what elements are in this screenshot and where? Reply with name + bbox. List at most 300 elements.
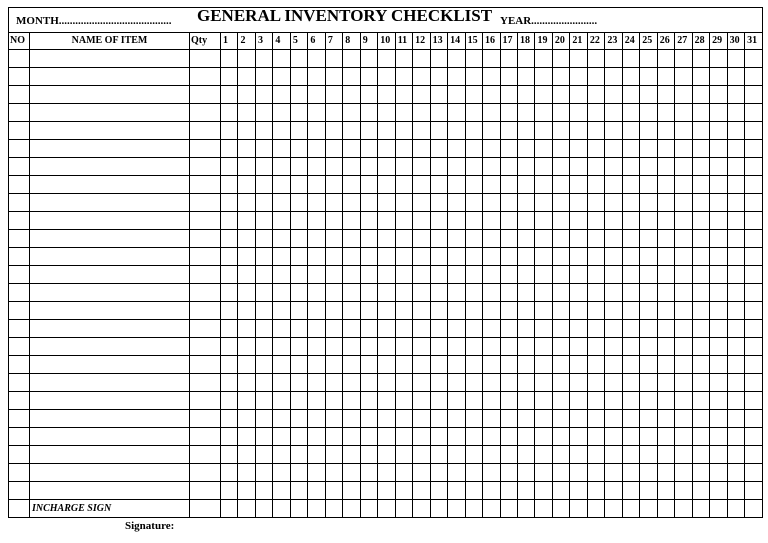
cell-day-check[interactable] (308, 356, 325, 374)
cell-day-check[interactable] (430, 302, 447, 320)
cell-day-check[interactable] (692, 374, 709, 392)
cell-day-check[interactable] (622, 374, 639, 392)
cell-day-check[interactable] (238, 428, 255, 446)
cell-day-check[interactable] (273, 158, 290, 176)
cell-day-check[interactable] (535, 266, 552, 284)
cell-day-check[interactable] (238, 194, 255, 212)
cell-qty[interactable] (190, 176, 221, 194)
cell-day-check[interactable] (221, 212, 238, 230)
cell-day-check[interactable] (727, 50, 744, 68)
cell-day-check[interactable] (325, 86, 342, 104)
cell-item-name[interactable] (30, 374, 190, 392)
cell-day-check[interactable] (255, 122, 272, 140)
cell-day-check[interactable] (360, 266, 377, 284)
cell-day-check[interactable] (692, 86, 709, 104)
cell-day-check[interactable] (500, 194, 517, 212)
cell-day-check[interactable] (570, 338, 587, 356)
cell-day-check[interactable] (325, 410, 342, 428)
cell-day-check[interactable] (745, 320, 763, 338)
cell-day-check[interactable] (413, 158, 430, 176)
cell-day-check[interactable] (255, 248, 272, 266)
cell-day-check[interactable] (308, 500, 325, 518)
cell-day-check[interactable] (517, 176, 534, 194)
cell-day-check[interactable] (448, 284, 465, 302)
cell-day-check[interactable] (692, 50, 709, 68)
cell-day-check[interactable] (413, 212, 430, 230)
cell-day-check[interactable] (500, 230, 517, 248)
cell-day-check[interactable] (710, 50, 727, 68)
cell-day-check[interactable] (710, 68, 727, 86)
cell-day-check[interactable] (483, 122, 500, 140)
cell-day-check[interactable] (448, 464, 465, 482)
cell-day-check[interactable] (622, 266, 639, 284)
cell-day-check[interactable] (221, 356, 238, 374)
cell-day-check[interactable] (378, 356, 395, 374)
cell-day-check[interactable] (255, 356, 272, 374)
cell-day-check[interactable] (570, 176, 587, 194)
cell-day-check[interactable] (413, 230, 430, 248)
cell-day-check[interactable] (745, 86, 763, 104)
cell-day-check[interactable] (273, 176, 290, 194)
cell-day-check[interactable] (535, 410, 552, 428)
cell-day-check[interactable] (290, 122, 307, 140)
cell-day-check[interactable] (378, 176, 395, 194)
cell-day-check[interactable] (605, 50, 622, 68)
cell-day-check[interactable] (535, 428, 552, 446)
cell-day-check[interactable] (640, 284, 657, 302)
cell-day-check[interactable] (343, 482, 360, 500)
cell-day-check[interactable] (710, 158, 727, 176)
cell-day-check[interactable] (517, 320, 534, 338)
cell-day-check[interactable] (483, 356, 500, 374)
cell-day-check[interactable] (273, 338, 290, 356)
cell-no[interactable] (9, 410, 30, 428)
cell-day-check[interactable] (378, 374, 395, 392)
cell-day-check[interactable] (675, 230, 692, 248)
cell-day-check[interactable] (238, 392, 255, 410)
cell-day-check[interactable] (570, 248, 587, 266)
cell-day-check[interactable] (413, 194, 430, 212)
cell-day-check[interactable] (360, 320, 377, 338)
cell-day-check[interactable] (710, 248, 727, 266)
cell-day-check[interactable] (605, 284, 622, 302)
cell-day-check[interactable] (622, 410, 639, 428)
cell-item-name[interactable] (30, 122, 190, 140)
cell-day-check[interactable] (587, 50, 604, 68)
cell-day-check[interactable] (552, 266, 569, 284)
cell-day-check[interactable] (290, 320, 307, 338)
cell-day-check[interactable] (483, 194, 500, 212)
cell-day-check[interactable] (343, 284, 360, 302)
cell-day-check[interactable] (378, 392, 395, 410)
cell-day-check[interactable] (395, 68, 412, 86)
cell-day-check[interactable] (448, 320, 465, 338)
cell-no[interactable] (9, 176, 30, 194)
cell-day-check[interactable] (745, 302, 763, 320)
cell-item-name[interactable] (30, 86, 190, 104)
cell-day-check[interactable] (570, 158, 587, 176)
cell-day-check[interactable] (640, 428, 657, 446)
cell-no[interactable] (9, 302, 30, 320)
cell-qty[interactable] (190, 464, 221, 482)
cell-day-check[interactable] (552, 356, 569, 374)
cell-day-check[interactable] (675, 392, 692, 410)
cell-day-check[interactable] (273, 392, 290, 410)
cell-day-check[interactable] (640, 86, 657, 104)
cell-day-check[interactable] (325, 320, 342, 338)
cell-day-check[interactable] (395, 464, 412, 482)
cell-day-check[interactable] (413, 464, 430, 482)
cell-day-check[interactable] (308, 50, 325, 68)
cell-day-check[interactable] (622, 68, 639, 86)
cell-day-check[interactable] (552, 122, 569, 140)
cell-day-check[interactable] (483, 50, 500, 68)
cell-day-check[interactable] (465, 140, 482, 158)
cell-day-check[interactable] (587, 392, 604, 410)
cell-day-check[interactable] (622, 446, 639, 464)
cell-item-name[interactable] (30, 266, 190, 284)
cell-day-check[interactable] (221, 86, 238, 104)
cell-day-check[interactable] (343, 446, 360, 464)
cell-day-check[interactable] (657, 266, 674, 284)
cell-day-check[interactable] (395, 50, 412, 68)
cell-day-check[interactable] (343, 104, 360, 122)
cell-day-check[interactable] (622, 194, 639, 212)
cell-day-check[interactable] (290, 356, 307, 374)
cell-day-check[interactable] (640, 392, 657, 410)
cell-day-check[interactable] (360, 194, 377, 212)
cell-day-check[interactable] (745, 212, 763, 230)
cell-day-check[interactable] (570, 302, 587, 320)
cell-day-check[interactable] (483, 266, 500, 284)
cell-day-check[interactable] (378, 464, 395, 482)
cell-day-check[interactable] (273, 212, 290, 230)
cell-item-name[interactable] (30, 410, 190, 428)
cell-day-check[interactable] (710, 212, 727, 230)
cell-day-check[interactable] (448, 446, 465, 464)
cell-day-check[interactable] (325, 338, 342, 356)
cell-day-check[interactable] (378, 68, 395, 86)
cell-no[interactable] (9, 68, 30, 86)
cell-day-check[interactable] (727, 194, 744, 212)
cell-day-check[interactable] (535, 302, 552, 320)
cell-day-check[interactable] (290, 374, 307, 392)
cell-day-check[interactable] (325, 266, 342, 284)
cell-no[interactable] (9, 212, 30, 230)
cell-day-check[interactable] (710, 266, 727, 284)
cell-day-check[interactable] (570, 392, 587, 410)
cell-day-check[interactable] (517, 230, 534, 248)
cell-day-check[interactable] (552, 410, 569, 428)
cell-day-check[interactable] (745, 356, 763, 374)
cell-day-check[interactable] (290, 482, 307, 500)
cell-day-check[interactable] (675, 176, 692, 194)
cell-day-check[interactable] (448, 248, 465, 266)
cell-day-check[interactable] (430, 68, 447, 86)
cell-day-check[interactable] (517, 122, 534, 140)
cell-day-check[interactable] (255, 176, 272, 194)
cell-day-check[interactable] (675, 266, 692, 284)
cell-day-check[interactable] (238, 284, 255, 302)
cell-no[interactable] (9, 320, 30, 338)
cell-day-check[interactable] (290, 266, 307, 284)
cell-day-check[interactable] (710, 410, 727, 428)
cell-day-check[interactable] (430, 230, 447, 248)
cell-day-check[interactable] (290, 284, 307, 302)
cell-day-check[interactable] (483, 338, 500, 356)
cell-day-check[interactable] (500, 464, 517, 482)
cell-day-check[interactable] (727, 68, 744, 86)
cell-day-check[interactable] (657, 428, 674, 446)
cell-day-check[interactable] (745, 338, 763, 356)
cell-day-check[interactable] (570, 410, 587, 428)
cell-day-check[interactable] (413, 50, 430, 68)
cell-item-name[interactable] (30, 446, 190, 464)
cell-day-check[interactable] (290, 176, 307, 194)
cell-day-check[interactable] (745, 482, 763, 500)
cell-day-check[interactable] (360, 248, 377, 266)
cell-day-check[interactable] (500, 338, 517, 356)
cell-qty[interactable] (190, 392, 221, 410)
cell-day-check[interactable] (238, 68, 255, 86)
cell-day-check[interactable] (325, 446, 342, 464)
cell-day-check[interactable] (535, 158, 552, 176)
cell-day-check[interactable] (727, 464, 744, 482)
cell-day-check[interactable] (255, 338, 272, 356)
cell-qty[interactable] (190, 50, 221, 68)
cell-day-check[interactable] (570, 230, 587, 248)
cell-day-check[interactable] (378, 302, 395, 320)
cell-day-check[interactable] (465, 464, 482, 482)
cell-day-check[interactable] (552, 194, 569, 212)
cell-day-check[interactable] (675, 158, 692, 176)
cell-day-check[interactable] (710, 428, 727, 446)
cell-day-check[interactable] (500, 122, 517, 140)
cell-day-check[interactable] (290, 500, 307, 518)
cell-day-check[interactable] (378, 122, 395, 140)
cell-day-check[interactable] (221, 284, 238, 302)
cell-qty[interactable] (190, 266, 221, 284)
cell-day-check[interactable] (465, 428, 482, 446)
cell-day-check[interactable] (221, 194, 238, 212)
cell-day-check[interactable] (465, 158, 482, 176)
cell-day-check[interactable] (430, 464, 447, 482)
cell-day-check[interactable] (465, 68, 482, 86)
cell-day-check[interactable] (413, 284, 430, 302)
cell-day-check[interactable] (710, 464, 727, 482)
cell-qty[interactable] (190, 410, 221, 428)
cell-day-check[interactable] (675, 50, 692, 68)
cell-item-name[interactable] (30, 194, 190, 212)
cell-day-check[interactable] (221, 482, 238, 500)
cell-day-check[interactable] (448, 86, 465, 104)
cell-day-check[interactable] (448, 410, 465, 428)
cell-day-check[interactable] (378, 428, 395, 446)
cell-day-check[interactable] (343, 338, 360, 356)
cell-day-check[interactable] (430, 428, 447, 446)
cell-day-check[interactable] (692, 122, 709, 140)
cell-day-check[interactable] (552, 158, 569, 176)
cell-day-check[interactable] (238, 50, 255, 68)
cell-day-check[interactable] (535, 446, 552, 464)
cell-item-name[interactable] (30, 284, 190, 302)
cell-day-check[interactable] (325, 428, 342, 446)
cell-day-check[interactable] (640, 320, 657, 338)
cell-day-check[interactable] (448, 68, 465, 86)
cell-day-check[interactable] (727, 374, 744, 392)
cell-day-check[interactable] (535, 104, 552, 122)
cell-day-check[interactable] (430, 122, 447, 140)
cell-day-check[interactable] (640, 302, 657, 320)
cell-day-check[interactable] (308, 320, 325, 338)
cell-day-check[interactable] (395, 104, 412, 122)
cell-day-check[interactable] (552, 320, 569, 338)
cell-day-check[interactable] (745, 464, 763, 482)
cell-day-check[interactable] (325, 104, 342, 122)
cell-day-check[interactable] (552, 338, 569, 356)
cell-day-check[interactable] (308, 410, 325, 428)
cell-day-check[interactable] (238, 410, 255, 428)
cell-day-check[interactable] (675, 338, 692, 356)
cell-qty[interactable] (190, 158, 221, 176)
cell-day-check[interactable] (622, 356, 639, 374)
cell-day-check[interactable] (622, 86, 639, 104)
cell-day-check[interactable] (221, 338, 238, 356)
cell-day-check[interactable] (448, 392, 465, 410)
cell-day-check[interactable] (395, 482, 412, 500)
cell-day-check[interactable] (413, 500, 430, 518)
cell-day-check[interactable] (605, 194, 622, 212)
cell-day-check[interactable] (745, 50, 763, 68)
cell-day-check[interactable] (308, 392, 325, 410)
cell-qty[interactable] (190, 320, 221, 338)
cell-day-check[interactable] (727, 176, 744, 194)
cell-item-name[interactable] (30, 302, 190, 320)
cell-day-check[interactable] (692, 464, 709, 482)
cell-day-check[interactable] (535, 338, 552, 356)
cell-day-check[interactable] (273, 428, 290, 446)
cell-day-check[interactable] (727, 320, 744, 338)
cell-item-name[interactable] (30, 50, 190, 68)
cell-day-check[interactable] (221, 248, 238, 266)
cell-day-check[interactable] (587, 104, 604, 122)
cell-day-check[interactable] (343, 428, 360, 446)
cell-day-check[interactable] (727, 122, 744, 140)
cell-day-check[interactable] (727, 140, 744, 158)
cell-day-check[interactable] (552, 284, 569, 302)
cell-day-check[interactable] (570, 374, 587, 392)
cell-day-check[interactable] (483, 104, 500, 122)
cell-day-check[interactable] (587, 122, 604, 140)
cell-day-check[interactable] (552, 374, 569, 392)
cell-day-check[interactable] (395, 194, 412, 212)
cell-day-check[interactable] (745, 392, 763, 410)
cell-day-check[interactable] (622, 320, 639, 338)
cell-day-check[interactable] (221, 122, 238, 140)
cell-day-check[interactable] (570, 50, 587, 68)
cell-day-check[interactable] (727, 428, 744, 446)
cell-day-check[interactable] (657, 320, 674, 338)
cell-day-check[interactable] (710, 104, 727, 122)
cell-qty[interactable] (190, 284, 221, 302)
cell-day-check[interactable] (517, 338, 534, 356)
cell-day-check[interactable] (640, 230, 657, 248)
cell-day-check[interactable] (378, 284, 395, 302)
cell-day-check[interactable] (413, 86, 430, 104)
cell-day-check[interactable] (587, 464, 604, 482)
cell-day-check[interactable] (692, 500, 709, 518)
cell-day-check[interactable] (413, 446, 430, 464)
cell-day-check[interactable] (745, 500, 763, 518)
cell-day-check[interactable] (465, 338, 482, 356)
cell-day-check[interactable] (517, 104, 534, 122)
cell-day-check[interactable] (221, 158, 238, 176)
cell-day-check[interactable] (273, 320, 290, 338)
cell-day-check[interactable] (238, 464, 255, 482)
cell-day-check[interactable] (745, 230, 763, 248)
cell-day-check[interactable] (622, 158, 639, 176)
cell-day-check[interactable] (727, 266, 744, 284)
cell-day-check[interactable] (570, 122, 587, 140)
cell-day-check[interactable] (710, 284, 727, 302)
cell-day-check[interactable] (360, 446, 377, 464)
cell-day-check[interactable] (692, 482, 709, 500)
cell-day-check[interactable] (290, 230, 307, 248)
cell-day-check[interactable] (325, 230, 342, 248)
cell-day-check[interactable] (552, 428, 569, 446)
cell-day-check[interactable] (360, 338, 377, 356)
cell-day-check[interactable] (360, 122, 377, 140)
cell-day-check[interactable] (727, 500, 744, 518)
cell-day-check[interactable] (238, 122, 255, 140)
cell-day-check[interactable] (221, 68, 238, 86)
cell-day-check[interactable] (378, 158, 395, 176)
cell-day-check[interactable] (640, 122, 657, 140)
cell-day-check[interactable] (221, 446, 238, 464)
cell-day-check[interactable] (657, 500, 674, 518)
cell-no[interactable] (9, 194, 30, 212)
cell-day-check[interactable] (221, 176, 238, 194)
cell-day-check[interactable] (413, 410, 430, 428)
cell-day-check[interactable] (745, 176, 763, 194)
cell-day-check[interactable] (221, 140, 238, 158)
cell-day-check[interactable] (587, 410, 604, 428)
cell-day-check[interactable] (413, 356, 430, 374)
cell-day-check[interactable] (378, 266, 395, 284)
cell-day-check[interactable] (692, 140, 709, 158)
cell-day-check[interactable] (483, 428, 500, 446)
cell-day-check[interactable] (675, 140, 692, 158)
cell-day-check[interactable] (255, 302, 272, 320)
cell-day-check[interactable] (710, 176, 727, 194)
cell-day-check[interactable] (465, 320, 482, 338)
cell-day-check[interactable] (640, 158, 657, 176)
cell-day-check[interactable] (430, 248, 447, 266)
cell-no[interactable] (9, 122, 30, 140)
cell-day-check[interactable] (675, 320, 692, 338)
cell-day-check[interactable] (465, 194, 482, 212)
cell-day-check[interactable] (605, 410, 622, 428)
cell-day-check[interactable] (570, 464, 587, 482)
cell-day-check[interactable] (552, 500, 569, 518)
cell-day-check[interactable] (640, 266, 657, 284)
cell-day-check[interactable] (483, 482, 500, 500)
cell-day-check[interactable] (343, 266, 360, 284)
cell-day-check[interactable] (657, 68, 674, 86)
cell-day-check[interactable] (448, 194, 465, 212)
cell-no[interactable] (9, 464, 30, 482)
cell-day-check[interactable] (692, 248, 709, 266)
